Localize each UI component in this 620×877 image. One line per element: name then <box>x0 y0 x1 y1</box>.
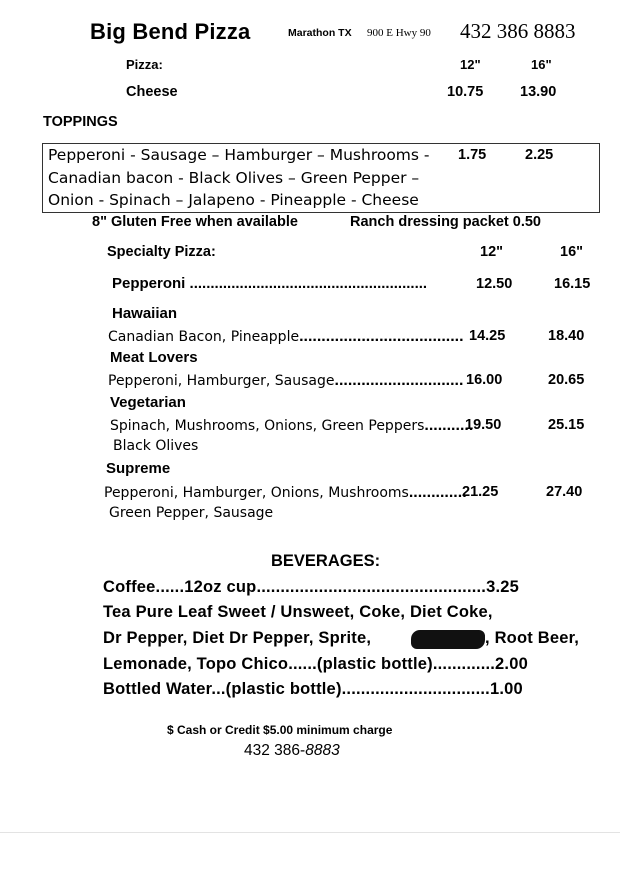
specialty-desc-row <box>108 328 464 346</box>
beverage-coffee: Coffee......12oz cup................................................3.25 <box>103 578 519 596</box>
specialty-desc-extra: Green Pepper, Sausage <box>109 505 274 521</box>
pizza-size-small: 12" <box>460 57 481 72</box>
leader-dots: ............................. <box>334 372 464 389</box>
gluten-free-note: 8" Gluten Free when available <box>92 214 298 230</box>
specialty-name: Hawaiian <box>112 305 178 322</box>
specialty-desc: Pepperoni, Hamburger, Sausage <box>108 373 335 389</box>
pizza-label: Pizza: <box>126 57 163 72</box>
specialty-desc-row <box>104 484 467 502</box>
toppings-price-large: 2.25 <box>525 147 554 163</box>
specialty-price-small: 16.00 <box>466 372 503 388</box>
specialty-price-large: 27.40 <box>546 484 583 500</box>
specialty-desc-row <box>110 417 473 435</box>
cheese-price-small: 10.75 <box>447 84 484 100</box>
payment-note: $ Cash or Credit $5.00 minimum charge <box>167 723 393 737</box>
specialty-heading: Specialty Pizza: <box>107 244 216 260</box>
specialty-price-large: 20.65 <box>548 372 585 388</box>
specialty-price-large: 16.15 <box>554 276 591 292</box>
toppings-line-1: Pepperoni - Sausage – Hamburger – Mushrooms - <box>48 146 430 164</box>
toppings-heading: TOPPINGS <box>43 114 118 130</box>
specialty-price-small: 12.50 <box>476 276 513 292</box>
specialty-desc-row <box>108 372 463 390</box>
leader-dots: ..................................... <box>299 328 464 345</box>
header-phone: 432 386 8883 <box>460 19 576 43</box>
leader-dots: ............. <box>408 484 467 501</box>
beverage-lemonade: Lemonade, Topo Chico......(plastic bottle).............2.00 <box>103 655 528 673</box>
specialty-name: Vegetarian <box>110 394 186 411</box>
specialty-size-small: 12" <box>480 244 504 260</box>
specialty-desc: Canadian Bacon, Pineapple <box>108 329 300 345</box>
restaurant-title: Big Bend Pizza <box>90 19 251 44</box>
specialty-price-small: 19.50 <box>465 417 502 433</box>
specialty-item-name <box>112 275 427 292</box>
leader-dots: ........... <box>424 417 474 434</box>
specialty-price-small: 21.25 <box>462 484 499 500</box>
specialty-size-large: 16" <box>560 244 584 260</box>
beverage-tea-coke: Tea Pure Leaf Sweet / Unsweet, Coke, Diet Coke, <box>103 603 493 621</box>
footer-phone <box>244 742 340 760</box>
page-edge-line <box>0 832 620 833</box>
beverage-root-beer: , Root Beer, <box>485 629 580 647</box>
specialty-price-large: 25.15 <box>548 417 585 433</box>
pizza-size-large: 16" <box>531 57 552 72</box>
footer-phone-prefix: 432 386- <box>244 742 306 759</box>
specialty-name: Pepperoni <box>112 275 186 292</box>
specialty-name: Meat Lovers <box>110 349 198 366</box>
ranch-packet: Ranch dressing packet 0.50 <box>350 214 541 230</box>
footer-phone-suffix: 8883 <box>305 742 340 759</box>
beverages-heading: BEVERAGES: <box>271 552 381 570</box>
beverage-dr-pepper: Dr Pepper, Diet Dr Pepper, Sprite, <box>103 629 372 647</box>
location-city: Marathon TX <box>288 27 352 39</box>
specialty-desc: Pepperoni, Hamburger, Onions, Mushrooms <box>104 485 409 501</box>
specialty-price-large: 18.40 <box>548 328 585 344</box>
cheese-label: Cheese <box>126 84 178 100</box>
location-address: 900 E Hwy 90 <box>367 27 431 39</box>
leader-dots: ......................................................... <box>185 275 428 292</box>
specialty-name: Supreme <box>106 460 171 477</box>
specialty-price-small: 14.25 <box>469 328 506 344</box>
beverage-water: Bottled Water...(plastic bottle)...............................1.00 <box>103 680 523 698</box>
toppings-line-3: Onion - Spinach – Jalapeno - Pineapple - Cheese <box>48 191 419 209</box>
redaction-mark <box>411 630 485 649</box>
toppings-line-2: Canadian bacon - Black Olives – Green Pepper – <box>48 169 420 187</box>
specialty-desc: Spinach, Mushrooms, Onions, Green Peppers <box>110 418 425 434</box>
toppings-price-small: 1.75 <box>458 147 487 163</box>
specialty-desc-extra: Black Olives <box>113 438 199 454</box>
cheese-price-large: 13.90 <box>520 84 557 100</box>
